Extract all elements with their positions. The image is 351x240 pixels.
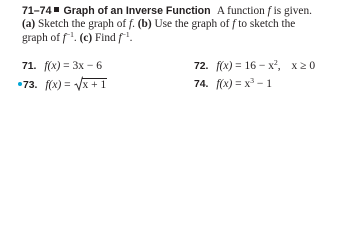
function-notation: f(x) xyxy=(216,78,233,90)
part-b-variable-inverse: f xyxy=(62,31,66,44)
part-c-variable: f xyxy=(118,31,122,44)
lead-text: A function xyxy=(216,5,265,17)
function-notation: f(x) xyxy=(45,79,62,91)
exercise-item: 72. $f(x) = 16 - x^2$, x ≥ 0 xyxy=(194,58,316,72)
function-tail: − 1 xyxy=(256,78,273,90)
lead-variable: f xyxy=(267,5,271,17)
part-c-letter: (c) xyxy=(79,31,93,44)
bullet-square-icon xyxy=(54,7,59,12)
exercise-number: 72. xyxy=(194,61,209,72)
function-rhs: = xyxy=(64,79,71,91)
radical-sign-icon xyxy=(74,76,83,91)
exercise-range: 71–74 xyxy=(22,5,52,17)
exercise-item xyxy=(194,78,272,90)
part-a-variable: f xyxy=(129,18,133,31)
exercise-item xyxy=(22,60,102,72)
textbook-excerpt xyxy=(0,0,351,95)
section-title: Graph of an Inverse Function xyxy=(63,5,211,17)
part-b-text2: to sketch the xyxy=(238,18,296,31)
exercise-number: 71. xyxy=(22,61,37,72)
function-rhs: = 3x − 6 xyxy=(63,60,103,72)
exercise-instructions: 71–74 Graph of an Inverse Function A function f is given. (a) Sketch the graph of f. (b) Use the graph of f to sketch the graph of $f^{-1}$. (c) Find $f^{-1}$. xyxy=(22,5,312,44)
exercise-item xyxy=(18,78,107,91)
part-a-text: Sketch the graph of xyxy=(38,18,127,31)
part-b-text3: graph of xyxy=(22,31,60,44)
function-rhs: = x xyxy=(235,78,251,90)
exponent: 2 xyxy=(274,58,278,67)
function-notation: f(x) xyxy=(44,60,61,72)
part-b-inverse-exponent: −1 xyxy=(65,29,74,39)
function-notation: f(x) xyxy=(216,60,233,72)
exercise-number: 73. xyxy=(23,80,38,91)
domain-condition: x ≥ 0 xyxy=(291,60,316,72)
part-a-letter: (a) xyxy=(22,18,36,31)
highlight-dot-icon xyxy=(18,82,22,86)
lead-end: is given. xyxy=(273,5,312,17)
part-c-text: Find xyxy=(94,31,116,44)
radicand: x + 1 xyxy=(82,79,107,91)
square-root xyxy=(74,78,108,91)
exercise-number: 74. xyxy=(194,79,209,90)
part-b-letter: (b) xyxy=(137,18,152,31)
exponent: 3 xyxy=(250,76,255,85)
part-b-variable: f xyxy=(232,18,236,31)
part-b-text: Use the graph of xyxy=(154,18,230,31)
function-rhs: = 16 − x xyxy=(235,60,275,72)
part-c-inverse-exponent: −1 xyxy=(121,29,130,39)
